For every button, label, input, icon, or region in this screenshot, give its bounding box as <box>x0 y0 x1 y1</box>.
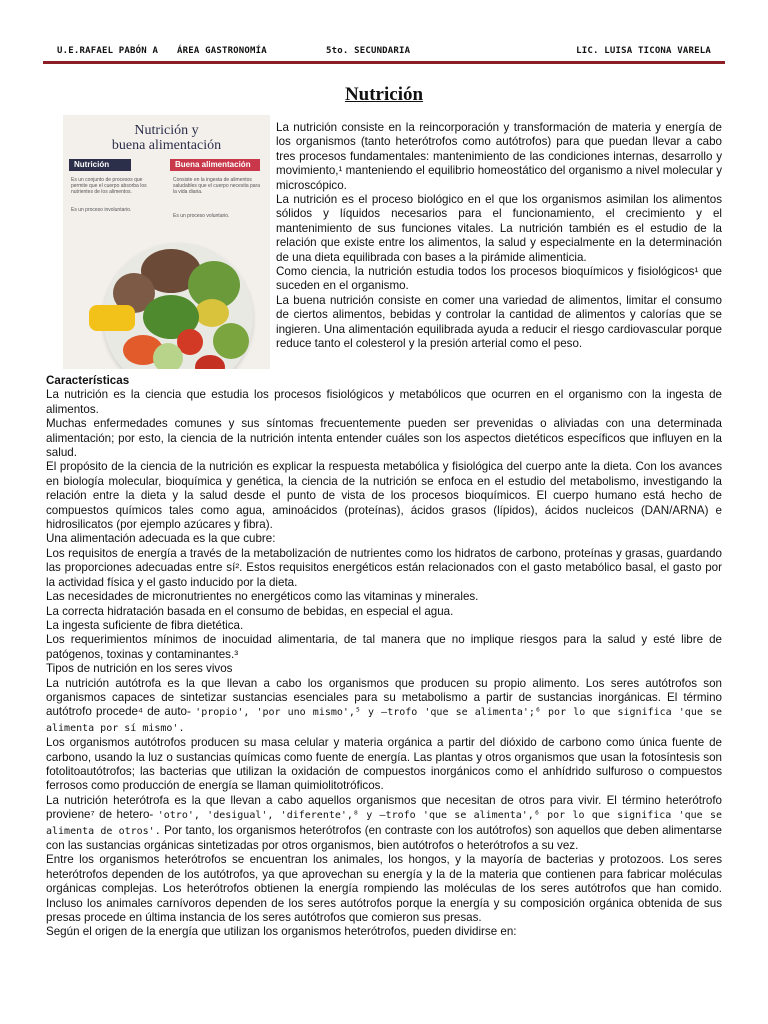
body-paragraph: El propósito de la ciencia de la nutrición es explicar la respuesta metabólica y fisiológica del cuerpo ante la dieta. Con los avances en biología molecular, bioquímica y genética, la ciencia de la nutrición se enfoca en el estudio del metabolismo, investigando la relación entre la dieta y la salud desde el punto de vista de los procesos bioquímicos. El cuerpo humano está hecho de compuestos químicos tales como agua, aminoácidos (proteínas), ácidos grasos (lípidos), ácidos nucleicos (DAN/ARNA) e hidrosilicatos (por ejemplo azúcares y fibra). <box>46 460 722 532</box>
page-title: Nutrición <box>344 84 424 105</box>
infographic-title-line2: buena alimentación <box>111 138 222 153</box>
page-header <box>43 44 725 62</box>
heterotrofa-text-2: Por tanto, los organismos heterótrofos (en contraste con los autótrofos) son aquellos que deben alimentarse con las sustancias orgánicas sintetizadas por otros organismos, bien autótrofos o heterótrofos a su vez. <box>46 823 722 852</box>
heterotrofa-paragraph-3: Según el origen de la energía que utilizan los organismos heterótrofos, pueden dividirse en: <box>46 925 517 939</box>
heterotrofa-paragraph-2: Entre los organismos heterótrofos se encuentran los animales, los hongos, y la mayoría de bacterias y protozoos. Los seres heterótrofos dependen de los autótrofos, ya que aprovechan su energía y la de la materia que contienen para fabricar moléculas orgánicas complejas. Los heterótrofos obtienen la energía rompiendo las moléculas de los seres autótrofos que han comido. Incluso los animales carnívoros dependen de los seres autótrofos porque la energía y su composición orgánica obtenida de sus presas procede en última instancia de los seres autótrofos que comieron sus presas. <box>46 853 722 925</box>
teacher-name: LIC. LUISA TICONA VARELA <box>576 46 711 56</box>
body-paragraph: Los requerimientos mínimos de inocuidad alimentaria, de tal manera que no implique riesgos para la salud y esté libre de patógenos, toxinas y contaminantes.³ <box>46 633 722 661</box>
heterotrofa-text: La nutrición heterótrofa es la que llevan a cabo aquellos organismos que necesitan de otros para vivir. El término heterótrofo proviene⁷ de hetero- <box>46 793 722 822</box>
body-paragraph: La nutrición es la ciencia que estudia los procesos fisiológicos y metabólicos que ocurren en el organismo con la ingesta de alimentos. <box>46 388 722 416</box>
autotrofa-etymology: 'propio', 'por uno mismo',⁵ y –trofo 'que se alimenta';⁶ por lo que significa 'que se alimenta por sí mismo'. <box>46 707 722 734</box>
header-rule <box>43 61 725 64</box>
intro-text <box>276 121 722 352</box>
buena-note: Es un proceso voluntario. <box>173 213 230 219</box>
intro-paragraph: La nutrición consiste en la reincorporación y transformación de materia y energía de los organismos (tanto heterótrofos como autótrofos) para que puedan llevar a cabo tres procesos fundamentales: mantenimiento de las condiciones internas, desarrollo y movimiento,¹ manteniendo el equilibrio homeostático del organismo a nivel molecular y microscópico. <box>276 121 722 192</box>
main-text <box>46 374 722 940</box>
area-name: ÁREA GASTRONOMÍA <box>177 46 267 56</box>
nutricion-note: Es un proceso involuntario. <box>71 207 132 213</box>
infographic-title <box>63 123 270 153</box>
nutrition-infographic <box>63 115 270 369</box>
autotrofa-paragraph-2: Los organismos autótrofos producen su masa celular y materia orgánica a partir del dióxido de carbono como única fuente de carbono, usando la luz o sustancias químicas como fuente de energía. Las plantas y otros organismos que usan la fotosíntesis son fotolitoautótrofos; las bacterias que utilizan la oxidación de compuestos inorgánicos como el anhídrido sulfuroso o compuestos ferrosos como producción de energía se llaman quimiolitotróficos. <box>46 736 722 793</box>
body-paragraph: La ingesta suficiente de fibra dietética. <box>46 618 244 632</box>
nutricion-description: Es un conjunto de procesos que permite que el cuerpo absorba los nutrientes de los alimentos. <box>71 177 147 195</box>
nutricion-label: Nutrición <box>69 159 131 171</box>
heterotrofa-etymology: 'otro', 'desigual', 'diferente',⁸ y –trofo 'que se alimenta',⁶ por lo que significa 'que se alimenta de otros'. <box>46 810 722 837</box>
heterotrofa-paragraph <box>46 794 722 854</box>
intro-paragraph: Como ciencia, la nutrición estudia todos los procesos bioquímicos y fisiológicos¹ que suceden en el organismo. <box>276 265 722 293</box>
autotrofa-paragraph <box>46 677 722 737</box>
infographic-title-line1: Nutrición y <box>134 123 199 138</box>
body-paragraph: Muchas enfermedades comunes y sus síntomas frecuentemente pueden ser prevenidas o aliviadas con una determinada alimentación; por esto, la ciencia de la nutrición intenta entender cuáles son los aspectos dietéticos específicos que influyen en la salud. <box>46 417 722 460</box>
body-paragraph: Las necesidades de micronutrientes no energéticos como las vitaminas y minerales. <box>46 590 479 604</box>
school-name: U.E.RAFAEL PABÓN A <box>57 46 159 56</box>
body-paragraph: Una alimentación adecuada es la que cubre: <box>46 532 276 546</box>
buena-alimentacion-label: Buena alimentación <box>170 159 260 171</box>
food-plate-image <box>103 243 253 369</box>
intro-paragraph: La buena nutrición consiste en comer una variedad de alimentos, limitar el consumo de ciertos alimentos, bebidas y controlar la cantidad de alimentos y calorías que se ingieren. Una alimentación equilibrada ayuda a reducir el riesgo cardiovascular porque reduce tanto el colesterol y la presión arterial como el peso. <box>276 293 722 351</box>
body-paragraph: La correcta hidratación basada en el consumo de bebidas, en especial el agua. <box>46 604 454 618</box>
buena-description: Consiste en la ingesta de alimentos saludables que el cuerpo necesita para la vida diaria. <box>173 177 261 195</box>
grade-name: 5to. SECUNDARIA <box>326 46 411 56</box>
intro-paragraph: La nutrición es el proceso biológico en el que los organismos asimilan los alimentos sólidos y líquidos necesarios para el funcionamiento, el crecimiento y el mantenimiento de sus funciones vitales. La nutrición también es el estudio de la relación que existe entre los alimentos, la salud y especialmente en la determinación de una dieta equilibrada con bases a la pirámide alimenticia. <box>276 193 722 264</box>
body-paragraph: Tipos de nutrición en los seres vivos <box>46 662 233 676</box>
characteristics-heading: Características <box>46 374 130 387</box>
autotrofa-text: La nutrición autótrofa es la que llevan a cabo los organismos que producen su propio alimento. Los seres autótrofos son organismos capaces de sintetizar sustancias esenciales para su metabolismo a partir de sustancias inorgánicas. El término autótrofo procede⁴ de auto- <box>46 676 722 719</box>
body-paragraph: Los requisitos de energía a través de la metabolización de nutrientes como los hidratos de carbono, proteínas y grasas, guardando las proporciones adecuadas entre sí². Estos requisitos energéticos están relacionados con el gasto metabólico basal, el gasto por la actividad física y el gasto inducido por la dieta. <box>46 546 722 589</box>
